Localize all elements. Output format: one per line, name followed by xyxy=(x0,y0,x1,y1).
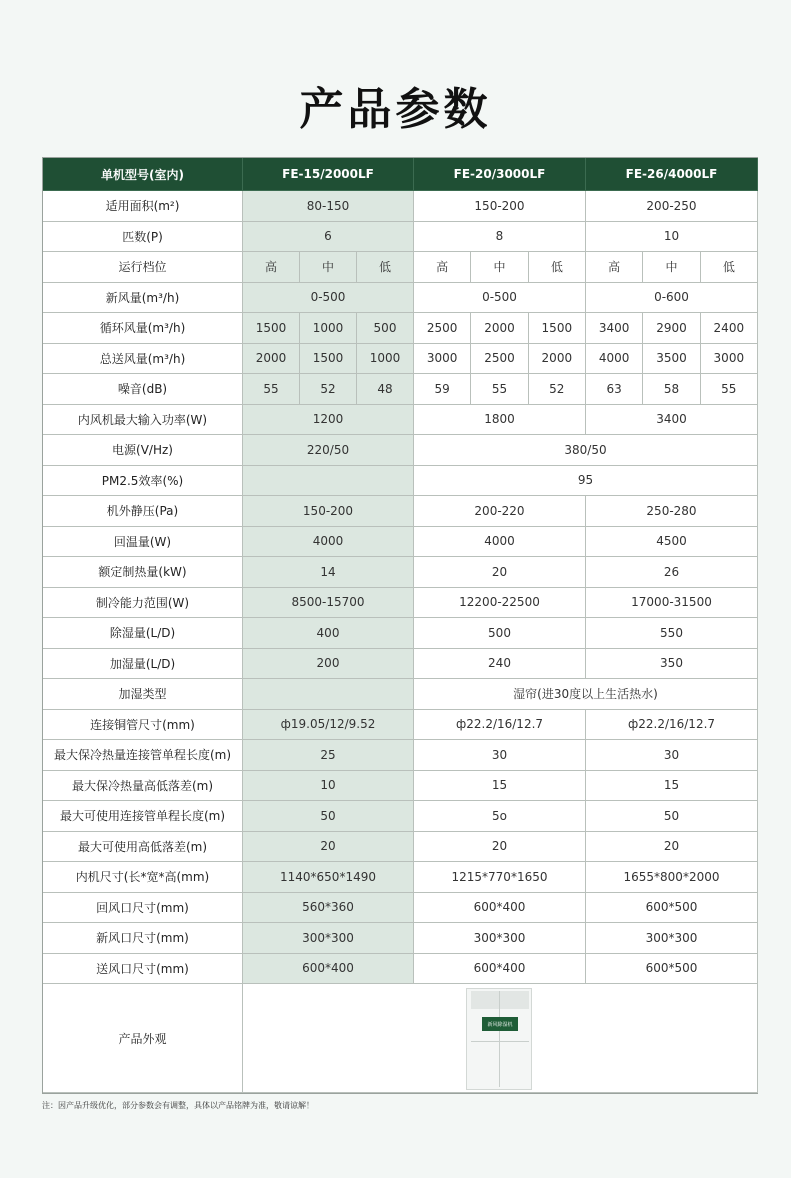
row-label: 除湿量(L/D) xyxy=(43,618,243,649)
row-label: 电源(V/Hz) xyxy=(43,435,243,466)
row-label: 产品外观 xyxy=(43,984,243,1093)
table-cell: 1140*650*1490 xyxy=(243,862,414,893)
table-cell: ф19.05/12/9.52 xyxy=(243,710,414,741)
table-cell: 1215*770*1650 xyxy=(414,862,586,893)
table-cell: 3000 xyxy=(414,344,471,375)
table-cell: 2500 xyxy=(414,313,471,344)
table-cell: 中 xyxy=(643,252,700,283)
table-cell: 550 xyxy=(586,618,758,649)
table-cell: 55 xyxy=(701,374,758,405)
table-cell: 250-280 xyxy=(586,496,758,527)
row-label: 内机尺寸(长*宽*高(mm) xyxy=(43,862,243,893)
table-cell: 0-500 xyxy=(243,283,414,314)
table-cell: 59 xyxy=(414,374,471,405)
row-label: 总送风量(m³/h) xyxy=(43,344,243,375)
table-cell: 1000 xyxy=(357,344,414,375)
table-cell: 63 xyxy=(586,374,643,405)
table-header-cell: 单机型号(室内) xyxy=(43,158,243,191)
row-label: PM2.5效率(%) xyxy=(43,466,243,497)
table-header-cell: FE-26/4000LF xyxy=(586,158,758,191)
table-cell: 30 xyxy=(586,740,758,771)
table-cell-merged: 380/50 xyxy=(414,435,758,466)
table-cell xyxy=(243,466,414,497)
table-cell: 高 xyxy=(414,252,471,283)
table-cell: 4500 xyxy=(586,527,758,558)
table-cell: ф22.2/16/12.7 xyxy=(414,710,586,741)
table-cell: 20 xyxy=(414,557,586,588)
table-cell: 150-200 xyxy=(243,496,414,527)
table-cell: 52 xyxy=(529,374,586,405)
row-label: 匹数(P) xyxy=(43,222,243,253)
table-cell: 14 xyxy=(243,557,414,588)
table-cell: 3400 xyxy=(586,313,643,344)
row-label: 制冷能力范围(W) xyxy=(43,588,243,619)
table-cell: 20 xyxy=(414,832,586,863)
table-cell: 4000 xyxy=(586,344,643,375)
product-logo-badge: 新风除湿机 xyxy=(482,1017,518,1031)
table-cell: 4000 xyxy=(243,527,414,558)
table-cell: 10 xyxy=(243,771,414,802)
table-cell: 4000 xyxy=(414,527,586,558)
row-label: 额定制热量(kW) xyxy=(43,557,243,588)
table-cell: 150-200 xyxy=(414,191,586,222)
footnote: 注：因产品升级优化，部分参数会有调整，具体以产品铭牌为准，敬请谅解！ xyxy=(42,1101,314,1110)
table-cell: 2900 xyxy=(643,313,700,344)
product-appearance-image xyxy=(466,988,532,1090)
table-cell: 500 xyxy=(414,618,586,649)
table-cell-merged: 湿帘(进30度以上生活热水) xyxy=(414,679,758,710)
row-label: 加湿量(L/D) xyxy=(43,649,243,680)
table-cell: 中 xyxy=(300,252,357,283)
table-cell: 600*400 xyxy=(414,893,586,924)
table-cell: 1200 xyxy=(243,405,414,436)
table-cell: 200 xyxy=(243,649,414,680)
table-cell: 50 xyxy=(586,801,758,832)
row-label: 最大可使用高低落差(m) xyxy=(43,832,243,863)
table-cell: 3500 xyxy=(643,344,700,375)
table-cell: 1500 xyxy=(529,313,586,344)
table-cell: 600*500 xyxy=(586,893,758,924)
table-cell: 3400 xyxy=(586,405,758,436)
row-label: 回温量(W) xyxy=(43,527,243,558)
row-label: 循环风量(m³/h) xyxy=(43,313,243,344)
table-cell: 0-500 xyxy=(414,283,586,314)
table-cell: 20 xyxy=(586,832,758,863)
table-cell: 55 xyxy=(471,374,528,405)
row-label: 回风口尺寸(mm) xyxy=(43,893,243,924)
table-cell: 中 xyxy=(471,252,528,283)
table-cell: 2000 xyxy=(529,344,586,375)
table-cell: 20 xyxy=(243,832,414,863)
table-cell: 8 xyxy=(414,222,586,253)
table-cell: 2000 xyxy=(471,313,528,344)
table-cell: 300*300 xyxy=(414,923,586,954)
table-cell: 300*300 xyxy=(586,923,758,954)
table-cell: 80-150 xyxy=(243,191,414,222)
table-cell: 600*400 xyxy=(243,954,414,985)
table-cell: 1800 xyxy=(414,405,586,436)
table-cell: 3000 xyxy=(701,344,758,375)
table-cell: 48 xyxy=(357,374,414,405)
table-cell: 低 xyxy=(701,252,758,283)
row-label: 最大保冷热量高低落差(m) xyxy=(43,771,243,802)
table-cell: 400 xyxy=(243,618,414,649)
row-label: 送风口尺寸(mm) xyxy=(43,954,243,985)
table-cell: 高 xyxy=(586,252,643,283)
table-cell xyxy=(243,679,414,710)
table-cell: 6 xyxy=(243,222,414,253)
table-cell: 500 xyxy=(357,313,414,344)
table-cell: 10 xyxy=(586,222,758,253)
table-cell: 58 xyxy=(643,374,700,405)
spec-table xyxy=(42,157,758,1094)
row-label: 噪音(dB) xyxy=(43,374,243,405)
table-cell: 240 xyxy=(414,649,586,680)
row-label: 机外静压(Pa) xyxy=(43,496,243,527)
table-header-cell: FE-20/3000LF xyxy=(414,158,586,191)
row-label: 运行档位 xyxy=(43,252,243,283)
row-label: 连接铜管尺寸(mm) xyxy=(43,710,243,741)
table-cell: 350 xyxy=(586,649,758,680)
table-cell: 220/50 xyxy=(243,435,414,466)
table-cell: 26 xyxy=(586,557,758,588)
table-cell: 55 xyxy=(243,374,300,405)
table-cell: 300*300 xyxy=(243,923,414,954)
table-cell: 25 xyxy=(243,740,414,771)
table-cell: 2000 xyxy=(243,344,300,375)
table-cell: 200-220 xyxy=(414,496,586,527)
table-cell: 12200-22500 xyxy=(414,588,586,619)
table-cell: 600*400 xyxy=(414,954,586,985)
row-label: 加湿类型 xyxy=(43,679,243,710)
table-cell: 8500-15700 xyxy=(243,588,414,619)
table-cell: 高 xyxy=(243,252,300,283)
table-cell: 1000 xyxy=(300,313,357,344)
table-cell: 0-600 xyxy=(586,283,758,314)
table-cell: 50 xyxy=(243,801,414,832)
page-title: 产品参数 xyxy=(299,84,492,135)
row-label: 新风量(m³/h) xyxy=(43,283,243,314)
table-cell: 1655*800*2000 xyxy=(586,862,758,893)
table-cell: 15 xyxy=(586,771,758,802)
row-label: 新风口尺寸(mm) xyxy=(43,923,243,954)
row-label: 最大可使用连接管单程长度(m) xyxy=(43,801,243,832)
table-header-cell: FE-15/2000LF xyxy=(243,158,414,191)
table-cell: 1500 xyxy=(300,344,357,375)
table-cell: 15 xyxy=(414,771,586,802)
table-cell: 30 xyxy=(414,740,586,771)
row-label: 最大保冷热量连接管单程长度(m) xyxy=(43,740,243,771)
table-cell: 2500 xyxy=(471,344,528,375)
table-cell: ф22.2/16/12.7 xyxy=(586,710,758,741)
table-cell: 低 xyxy=(529,252,586,283)
table-cell: 2400 xyxy=(701,313,758,344)
table-cell: 200-250 xyxy=(586,191,758,222)
table-cell: 17000-31500 xyxy=(586,588,758,619)
row-label: 内风机最大输入功率(W) xyxy=(43,405,243,436)
table-cell: 52 xyxy=(300,374,357,405)
table-cell: 1500 xyxy=(243,313,300,344)
table-cell: 600*500 xyxy=(586,954,758,985)
table-cell: 560*360 xyxy=(243,893,414,924)
table-cell: 5o xyxy=(414,801,586,832)
row-label: 适用面积(m²) xyxy=(43,191,243,222)
table-cell-merged: 95 xyxy=(414,466,758,497)
table-cell: 低 xyxy=(357,252,414,283)
